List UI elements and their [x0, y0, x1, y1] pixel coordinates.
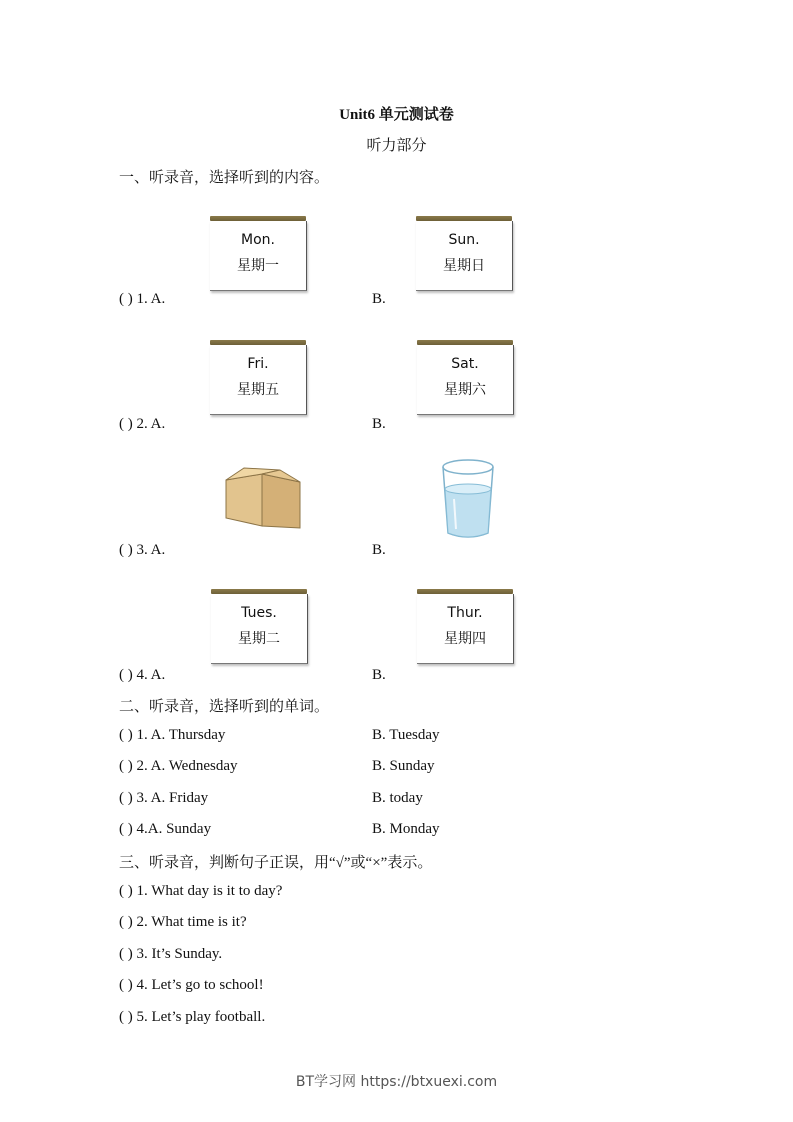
part2-heading: 二、听录音，选择听到的单词。	[119, 699, 330, 715]
part3-item-1: ( ) 1. What day is it to day?	[119, 883, 283, 899]
card-cn-label: 星期六	[444, 382, 486, 398]
part3-item-5: ( ) 5. Let’s play football.	[119, 1009, 266, 1025]
card-cn-label: 星期五	[237, 382, 279, 398]
calendar-card-mon	[210, 216, 306, 288]
card-cn-label: 星期二	[238, 631, 280, 647]
part2-item-3-a: ( ) 3. A. Friday	[119, 790, 209, 806]
card-en-label: Sun.	[448, 232, 480, 248]
card-en-label: Tues.	[241, 605, 277, 621]
card-cn-label: 星期四	[444, 631, 486, 647]
part1-heading: 一、听录音，选择听到的内容。	[119, 170, 330, 186]
part3-item-2: ( ) 2. What time is it?	[119, 914, 247, 930]
card-cn-label: 星期日	[443, 258, 485, 274]
part2-item-4-a: ( ) 4.A. Sunday	[119, 821, 212, 837]
question-1-number: ( ) 1. A.	[119, 291, 166, 307]
question-2-option-b: B.	[372, 416, 386, 432]
calendar-card-thur	[417, 589, 513, 661]
card-en-label: Fri.	[247, 356, 269, 372]
part2-item-1-b: B. Tuesday	[372, 727, 440, 743]
part3-heading: 三、听录音，判断句子正误，用“√”或“×”表示。	[119, 855, 433, 871]
part2-item-2-a: ( ) 2. A. Wednesday	[119, 758, 238, 774]
part3-item-4: ( ) 4. Let’s go to school!	[119, 977, 264, 993]
card-en-label: Thur.	[447, 605, 483, 621]
part3-item-3: ( ) 3. It’s Sunday.	[119, 946, 223, 962]
page-subtitle: 听力部分	[366, 138, 427, 154]
part2-item-2-b: B. Sunday	[372, 758, 435, 774]
card-cn-label: 星期一	[237, 258, 279, 274]
calendar-card-fri	[210, 340, 306, 412]
calendar-card-sun	[416, 216, 512, 288]
footer-watermark: BT学习网 https://btxuexi.com	[295, 1074, 498, 1090]
question-4-number: ( ) 4. A.	[119, 667, 166, 683]
question-2-number: ( ) 2. A.	[119, 416, 166, 432]
part2-item-4-b: B. Monday	[372, 821, 440, 837]
part2-item-1-a: ( ) 1. A. Thursday	[119, 727, 226, 743]
question-4-option-b: B.	[372, 667, 386, 683]
calendar-card-sat	[417, 340, 513, 412]
card-en-label: Mon.	[241, 232, 275, 248]
page-title: Unit6 单元测试卷	[339, 107, 454, 123]
part2-item-3-b: B. today	[372, 790, 423, 806]
question-3-option-b: B.	[372, 542, 386, 558]
calendar-card-tues	[211, 589, 307, 661]
cardboard-box-icon	[222, 466, 304, 532]
water-glass-icon	[440, 457, 496, 543]
card-en-label: Sat.	[451, 356, 479, 372]
question-1-option-b: B.	[372, 291, 386, 307]
question-3-number: ( ) 3. A.	[119, 542, 166, 558]
